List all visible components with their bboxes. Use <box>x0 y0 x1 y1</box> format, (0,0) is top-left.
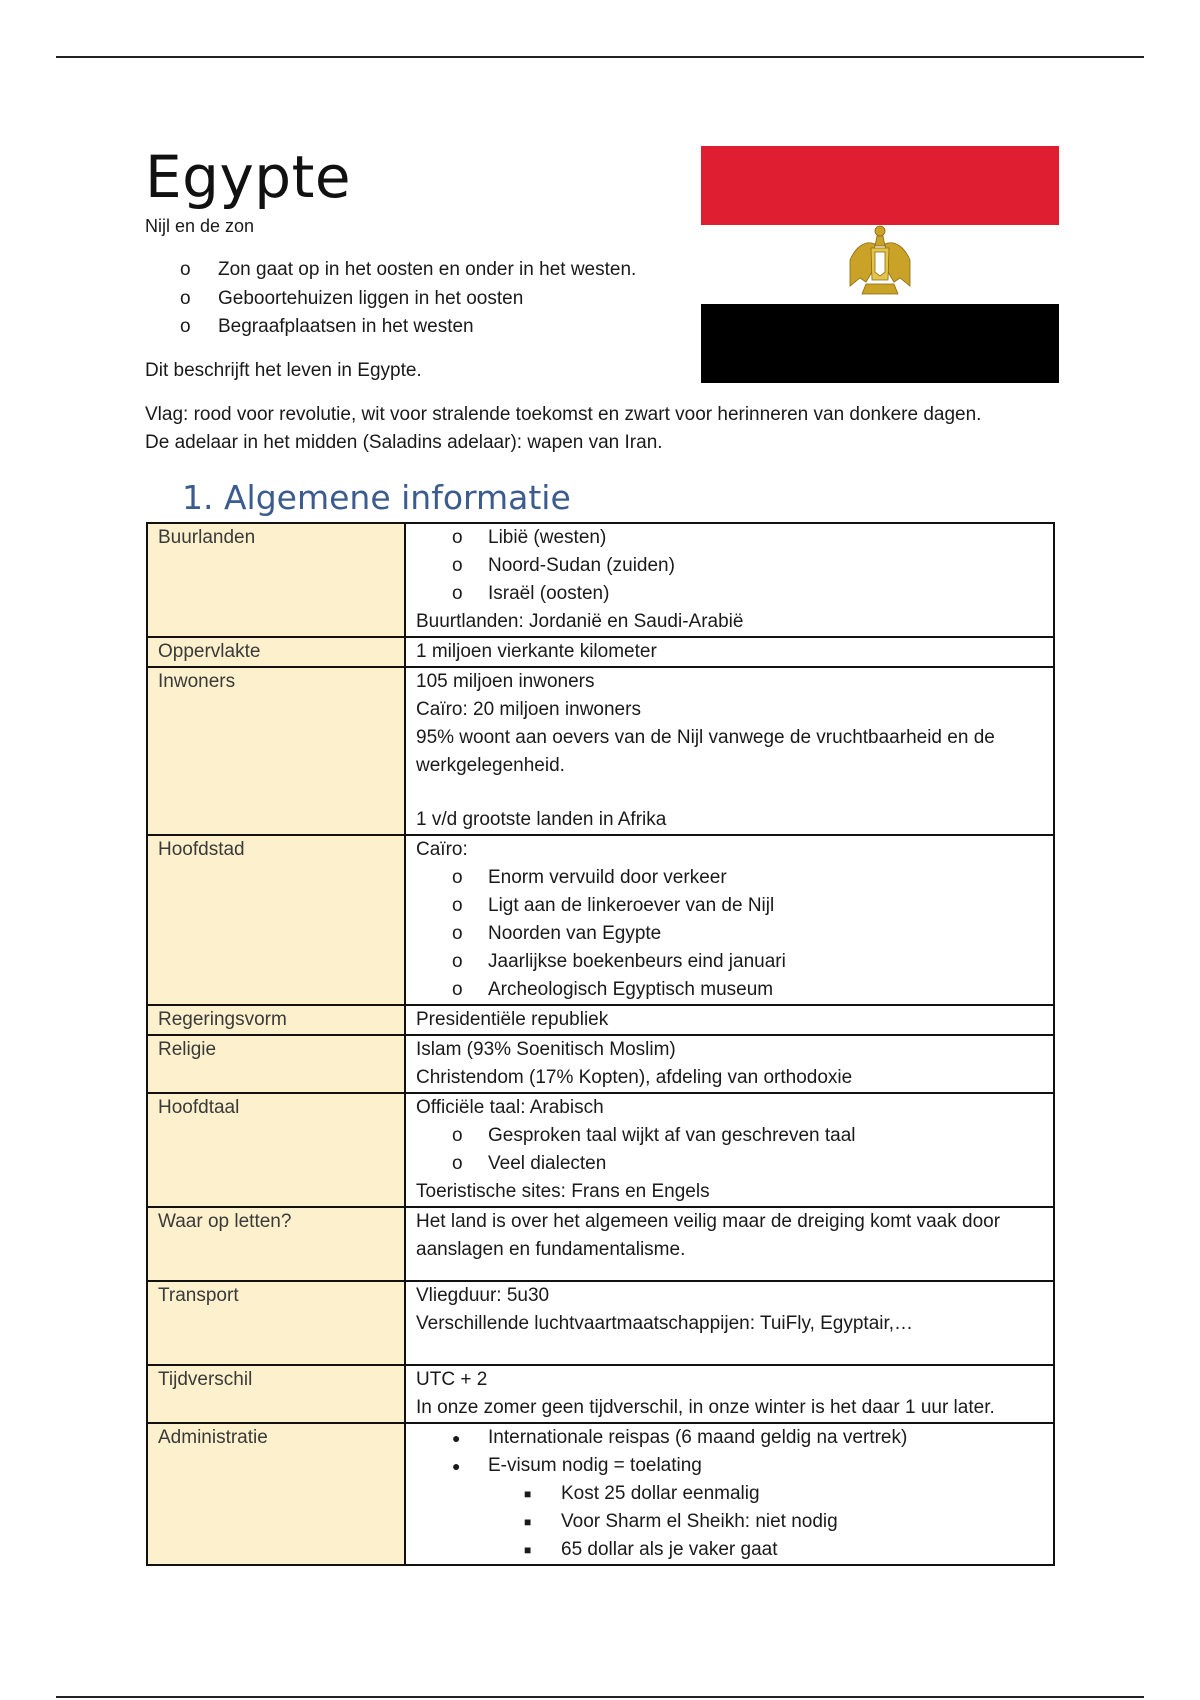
row-value: o Libië (westen) o Noord-Sudan (zuiden) o Israël (oosten) Buurtlanden: Jordanië en Saudi-Arabië <box>405 523 1054 637</box>
table-row <box>147 1281 1054 1365</box>
circle-bullet-icon: o <box>452 951 463 972</box>
list-item: ■ Kost 25 dollar eenmalig <box>416 1480 1043 1508</box>
row-label: Administratie <box>147 1423 405 1565</box>
row-value: Officiële taal: Arabisch o Gesproken taal wijkt af van geschreven taal o Veel dialecten Toeristische sites: Frans en Engels <box>405 1093 1054 1207</box>
row-value: Islam (93% Soenitisch Moslim) Christendom (17% Kopten), afdeling van orthodoxie <box>405 1035 1054 1093</box>
row-label: Inwoners <box>147 667 405 835</box>
circle-bullet-icon: o <box>452 583 463 604</box>
disc-bullet-icon: ● <box>452 1458 461 1474</box>
list-item: o Enorm vervuild door verkeer <box>416 864 1043 892</box>
square-bullet-icon: ■ <box>524 1487 532 1501</box>
table-row <box>147 1035 1054 1093</box>
circle-bullet-icon: o <box>180 259 191 280</box>
row-label: Transport <box>147 1281 405 1365</box>
list-item: o Veel dialecten <box>416 1150 1043 1178</box>
row-label: Hoofdstad <box>147 835 405 1005</box>
circle-bullet-icon: o <box>452 527 463 548</box>
circle-bullet-icon: o <box>452 1153 463 1174</box>
list-item: o Israël (oosten) <box>416 580 1043 608</box>
square-bullet-icon: ■ <box>524 1515 532 1529</box>
list-item: o Noord-Sudan (zuiden) <box>416 552 1043 580</box>
row-value: 105 miljoen inwoners Caïro: 20 miljoen inwoners 95% woont aan oevers van de Nijl vanwege de vruchtbaarheid en de werkgelegenheid. 1 v/d grootste landen in Afrika <box>405 667 1054 835</box>
circle-bullet-icon: o <box>180 287 191 309</box>
row-value: Het land is over het algemeen veilig maar de dreiging komt vaak door aanslagen en fundamentalisme. <box>405 1207 1054 1281</box>
list-item: o Archeologisch Egyptisch museum <box>416 976 1043 1004</box>
row-value: Vliegduur: 5u30 Verschillende luchtvaartmaatschappijen: TuiFly, Egyptair,… <box>405 1281 1054 1365</box>
row-value: 1 miljoen vierkante kilometer <box>405 637 1054 667</box>
list-item: ● Internationale reispas (6 maand geldig na vertrek) <box>416 1424 1043 1452</box>
circle-bullet-icon: o <box>180 316 191 337</box>
flag-description: Vlag: rood voor revolutie, wit voor stralende toekomst en zwart voor herinneren van donkere dagen. De adelaar in het midden (Saladins adelaar): wapen van Iran. <box>145 404 982 453</box>
footer-rule <box>56 1696 1144 1698</box>
list-item: o Libië (westen) <box>416 524 1043 552</box>
circle-bullet-icon: o <box>452 923 463 944</box>
info-table <box>146 522 1055 1566</box>
row-label: Waar op letten? <box>147 1207 405 1281</box>
section-heading: 1. Algemene informatie <box>182 478 571 517</box>
square-bullet-icon: ■ <box>524 1543 532 1557</box>
circle-bullet-icon: o <box>452 1125 463 1146</box>
list-item: o Noorden van Egypte <box>416 920 1043 948</box>
row-label: Buurlanden <box>147 523 405 637</box>
table-row <box>147 637 1054 667</box>
table-row <box>147 1365 1054 1423</box>
list-item: ■ Voor Sharm el Sheikh: niet nodig <box>416 1508 1043 1536</box>
table-row <box>147 1423 1054 1565</box>
row-label: Tijdverschil <box>147 1365 405 1423</box>
list-item: ■ 65 dollar als je vaker gaat <box>416 1536 1043 1564</box>
row-value <box>405 1423 1054 1565</box>
page-subtitle: Nijl en de zon <box>145 216 255 236</box>
circle-bullet-icon: o <box>452 895 463 916</box>
header-rule <box>56 56 1144 58</box>
intro-bullet-list <box>180 256 636 342</box>
row-value: Presidentiële republiek <box>405 1005 1054 1035</box>
list-item: o Ligt aan de linkeroever van de Nijl <box>416 892 1043 920</box>
row-label: Regeringsvorm <box>147 1005 405 1035</box>
row-label: Oppervlakte <box>147 637 405 667</box>
list-item: o Begraafplaatsen in het westen <box>180 313 636 342</box>
table-row <box>147 1005 1054 1035</box>
intro-paragraph: Dit beschrijft het leven in Egypte. <box>145 360 422 381</box>
list-item: o Geboortehuizen liggen in het oosten <box>180 285 636 314</box>
circle-bullet-icon: o <box>452 979 463 1000</box>
table-row <box>147 835 1054 1005</box>
table-row <box>147 1093 1054 1207</box>
table-row <box>147 667 1054 835</box>
table-row <box>147 523 1054 637</box>
row-value: Caïro: o Enorm vervuild door verkeer o Ligt aan de linkeroever van de Nijl o Noorden van Egypte o Jaarlijkse boekenbeurs eind januari o Archeologisch Egyptisch museum <box>405 835 1054 1005</box>
flag-red-band <box>701 146 1059 225</box>
circle-bullet-icon: o <box>452 555 463 576</box>
circle-bullet-icon: o <box>452 867 463 888</box>
egypt-flag <box>701 146 1059 383</box>
list-item: ● E-visum nodig = toelating <box>416 1452 1043 1480</box>
list-item: o Jaarlijkse boekenbeurs eind januari <box>416 948 1043 976</box>
list-item: o Gesproken taal wijkt af van geschreven taal <box>416 1122 1043 1150</box>
list-item: o Zon gaat op in het oosten en onder in het westen. <box>180 256 636 285</box>
row-label: Religie <box>147 1035 405 1093</box>
page-title: Egypte <box>145 143 352 211</box>
table-row <box>147 1207 1054 1281</box>
disc-bullet-icon: ● <box>452 1430 461 1446</box>
flag-black-band <box>701 304 1059 383</box>
row-label: Hoofdtaal <box>147 1093 405 1207</box>
row-value: UTC + 2 In onze zomer geen tijdverschil, in onze winter is het daar 1 uur later. <box>405 1365 1054 1423</box>
